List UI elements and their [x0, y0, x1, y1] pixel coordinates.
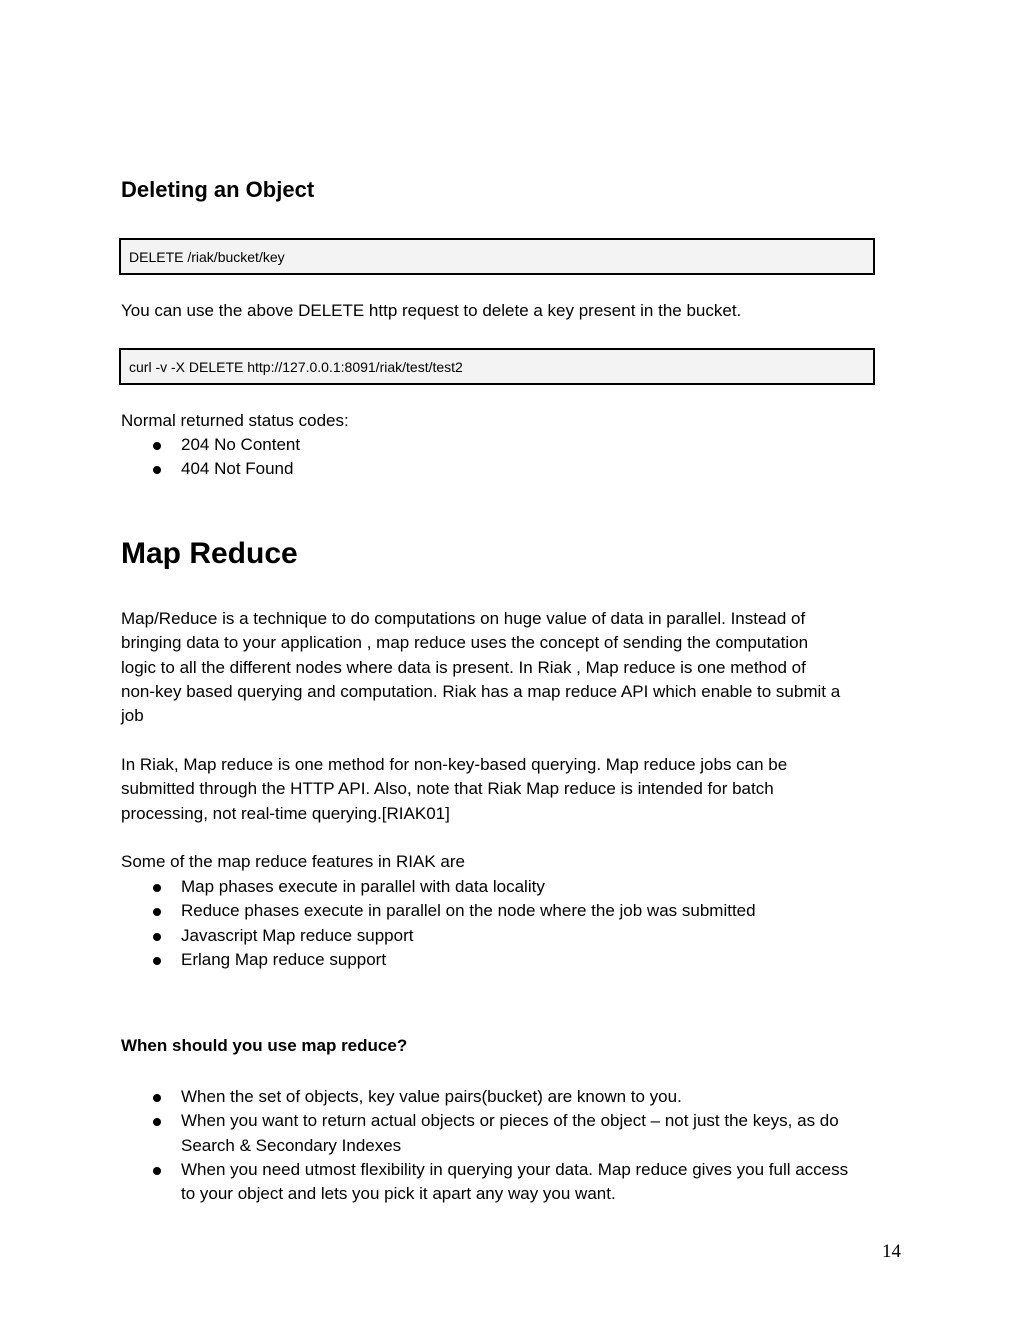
section-heading-deleting-object: Deleting an Object — [121, 177, 315, 202]
map-reduce-paragraph-2 — [121, 753, 911, 826]
bullet-icon — [153, 1094, 161, 1102]
code-block-delete-request — [119, 238, 875, 275]
bullet-icon — [153, 884, 161, 892]
section-heading-when-to-use: When should you use map reduce? — [121, 1036, 408, 1055]
paragraph-line: Map/Reduce is a technique to do computations on huge value of data in parallel. Instead of — [121, 609, 806, 628]
section-heading-map-reduce: Map Reduce — [121, 537, 298, 570]
bullet-icon — [153, 1118, 161, 1126]
paragraph-line: job — [121, 706, 144, 726]
paragraph-line: In Riak, Map reduce is one method for non-key-based querying. Map reduce jobs can be — [121, 755, 788, 774]
paragraph-line: processing, not real-time querying.[RIAK01] — [121, 803, 450, 823]
bullet-icon — [153, 1167, 161, 1175]
list-item: When the set of objects, key value pairs(bucket) are known to you. — [121, 1085, 848, 1109]
delete-description: You can use the above DELETE http request to delete a key present in the bucket. — [121, 301, 742, 320]
features-intro: Some of the map reduce features in RIAK are — [121, 852, 465, 871]
paragraph-line: non-key based querying and computation. Riak has a map reduce API which enable to submit a — [121, 681, 841, 701]
list-item: Erlang Map reduce support — [121, 948, 756, 972]
list-item: 404 Not Found — [121, 457, 300, 481]
code-block-curl-example — [119, 348, 875, 385]
bullet-icon — [153, 933, 161, 941]
status-codes-intro: Normal returned status codes: — [121, 411, 349, 430]
code-text: DELETE /riak/bucket/key — [129, 249, 285, 265]
list-item: When you need utmost flexibility in querying your data. Map reduce gives you full access to your object and lets you pick it apart any way you want. — [121, 1158, 848, 1207]
bullet-icon — [153, 957, 161, 965]
bullet-icon — [153, 908, 161, 916]
page-number: 14 — [882, 1241, 901, 1262]
list-item: Map phases execute in parallel with data locality — [121, 875, 756, 899]
list-item: Javascript Map reduce support — [121, 924, 756, 948]
map-reduce-paragraph-1 — [121, 607, 911, 728]
bullet-icon — [153, 466, 161, 474]
paragraph-line: logic to all the different nodes where data is present. In Riak , Map reduce is one method of — [121, 657, 806, 677]
paragraph-line: bringing data to your application , map reduce uses the concept of sending the computation — [121, 633, 809, 653]
list-item: 204 No Content — [121, 433, 300, 457]
list-item: Reduce phases execute in parallel on the node where the job was submitted — [121, 899, 756, 923]
status-codes-list — [121, 433, 300, 482]
paragraph-line: submitted through the HTTP API. Also, note that Riak Map reduce is intended for batch — [121, 779, 774, 799]
when-to-use-list — [121, 1085, 848, 1206]
code-text: curl -v -X DELETE http://127.0.0.1:8091/riak/test/test2 — [129, 359, 463, 375]
list-item: When you want to return actual objects or pieces of the object – not just the keys, as do Search & Secondary Indexes — [121, 1109, 848, 1158]
bullet-icon — [153, 442, 161, 450]
features-list — [121, 875, 756, 972]
